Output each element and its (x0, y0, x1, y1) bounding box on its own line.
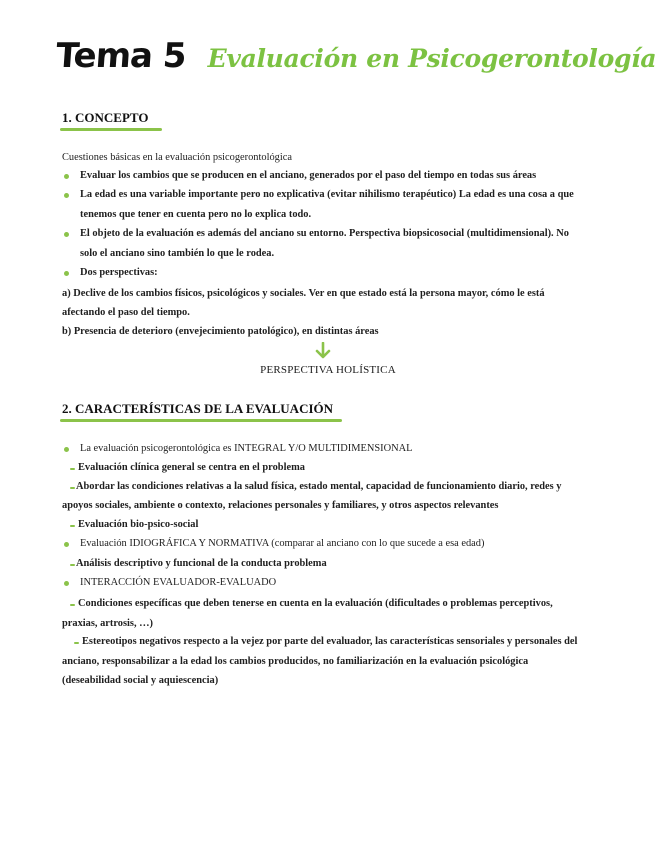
s2-sub3b-line2: anciano, responsabilizar a la edad los cambios producidos, no familiarización en la evaluación psicológica (62, 656, 529, 667)
s1-item-b-line1: b) Presencia de deterioro (envejecimiento patológico), en distintas áreas (62, 326, 379, 337)
s2-sub1b-line1: Abordar las condiciones relativas a la salud física, estado mental, capacidad de funcionamiento diario, redes y (76, 481, 562, 492)
title-tema: Tema 5 (54, 36, 188, 76)
s1-bullet2-line2: tenemos que tener en cuenta pero no lo explica todo. (80, 209, 312, 220)
bullet-icon (64, 581, 69, 586)
s2-bullet3: INTERACCIÓN EVALUADOR-EVALUADO (80, 577, 277, 588)
bullet-icon (64, 271, 69, 276)
section2-heading: 2. CARACTERÍSTICAS DE LA EVALUACIÓN (62, 401, 334, 416)
dash-icon (74, 642, 79, 644)
s2-sub2a: Análisis descriptivo y funcional de la conducta problema (76, 558, 327, 569)
s2-sub1b-line2: apoyos sociales, ambiente o contexto, relaciones personales y familiares, y otros aspectos relevantes (62, 500, 499, 511)
dash-icon (70, 468, 75, 470)
s2-sub3b-line3: (deseabilidad social y aquiescencia) (62, 675, 219, 686)
bullet-icon (64, 447, 69, 452)
s1-bullet3-line2: solo el anciano sino también lo que le rodea. (80, 248, 275, 259)
s2-sub3b-line1: Estereotipos negativos respecto a la vejez por parte del evaluador, las características sensoriales y personales del (82, 636, 578, 647)
arrow-down-icon (315, 342, 331, 360)
dash-icon (70, 564, 75, 566)
perspectiva-holistica: PERSPECTIVA HOLÍSTICA (260, 364, 396, 376)
section1-underline (60, 128, 162, 131)
page-title (56, 36, 656, 76)
bullet-icon (64, 542, 69, 547)
s1-item-a-line2: afectando el paso del tiempo. (62, 307, 190, 318)
section2-underline (60, 419, 342, 422)
s1-item-a-line1: a) Declive de los cambios físicos, psicológicos y sociales. Ver en que estado está la persona mayor, cómo le está (62, 288, 545, 299)
s1-bullet4-line1: Dos perspectivas: (80, 267, 158, 278)
s1-bullet2-line1: La edad es una variable importante pero no explicativa (evitar nihilismo terapéutico) La edad es una cosa a que (80, 189, 574, 200)
section1-heading: 1. CONCEPTO (62, 110, 149, 125)
s1-bullet3-line1: El objeto de la evaluación es además del anciano su entorno. Perspectiva biopsicosocial (multidimensional). No (80, 228, 569, 239)
bullet-icon (64, 232, 69, 237)
dash-icon (70, 487, 75, 489)
s2-sub3a-line2: praxias, artrosis, …) (62, 618, 154, 629)
dash-icon (70, 525, 75, 527)
title-subtitle: Evaluación en Psicogerontología (207, 44, 656, 73)
s2-sub1a: Evaluación clínica general se centra en el problema (78, 462, 305, 473)
s2-bullet2: Evaluación IDIOGRÁFICA Y NORMATIVA (comparar al anciano con lo que sucede a esa edad) (80, 538, 485, 549)
bullet-icon (64, 193, 69, 198)
s2-sub3a-line1: Condiciones específicas que deben tenerse en cuenta en la evaluación (dificultades o problemas perceptivos, (78, 598, 553, 609)
s2-sub1c: Evaluación bio-psico-social (78, 519, 199, 530)
dash-icon (70, 604, 75, 606)
section1-intro: Cuestiones básicas en la evaluación psicogerontológica (62, 152, 292, 163)
bullet-icon (64, 174, 69, 179)
s1-bullet1-line1: Evaluar los cambios que se producen en el anciano, generados por el paso del tiempo en todas sus áreas (80, 170, 537, 181)
s2-bullet1: La evaluación psicogerontológica es INTEGRAL Y/O MULTIDIMENSIONAL (80, 443, 413, 454)
